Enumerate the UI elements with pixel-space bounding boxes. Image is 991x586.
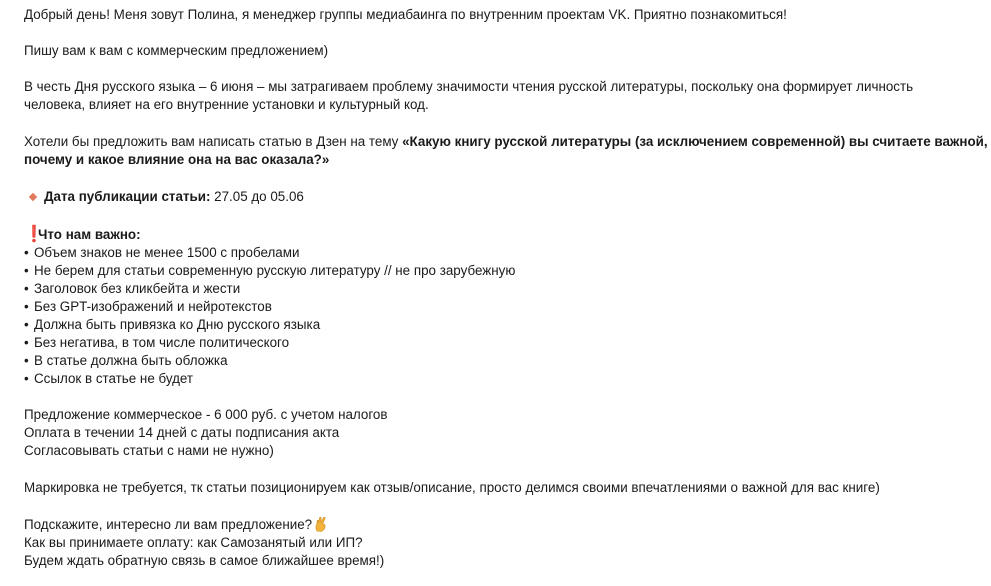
crossed-fingers-icon — [314, 516, 328, 532]
closing-payment-question: Как вы принимаете оплату: как Самозанятый или ИП? — [24, 535, 363, 550]
list-item: • Ссылок в статье не будет — [24, 371, 194, 386]
context-line-2: человека, влияет на его внутренние установки и культурный код. — [24, 97, 429, 112]
proposal-line-2 — [24, 151, 329, 169]
closing-question: Подскажите, интересно ли вам предложение? — [24, 516, 328, 534]
publication-value: 27.05 до 05.06 — [210, 189, 304, 204]
list-item: • Без GPT-изображений и нейротекстов — [24, 299, 272, 314]
context-line-1: В честь Дня русского языка – 6 июня – мы затрагиваем проблему значимости чтения русской литературы, поскольку она формирует личность — [24, 79, 914, 94]
intro-text: Пишу вам к вам с коммерческим предложением) — [24, 43, 329, 58]
terms-payment: Оплата в течении 14 дней с даты подписания акта — [24, 425, 340, 440]
list-item: • Должна быть привязка ко Дню русского языка — [24, 317, 321, 332]
greeting-text: Добрый день! Меня зовут Полина, я менеджер группы медиабаинга по внутренним проектам VK. Приятно познакомиться! — [24, 7, 787, 22]
publication-date-row — [24, 188, 304, 206]
publication-label: Дата публикации статьи: — [44, 189, 211, 204]
important-heading-row — [24, 226, 141, 244]
closing-feedback: Будем ждать обратную связь в самое ближайшее время!) — [24, 553, 385, 568]
red-exclamation-icon: ❗ — [24, 226, 44, 243]
important-heading: Что нам важно: — [38, 227, 141, 242]
list-item: • Заголовок без кликбейта и жести — [24, 281, 241, 296]
proposal-prefix: Хотели бы предложить вам написать статью в Дзен на тему — [24, 134, 403, 149]
list-item: • Без негатива, в том числе политического — [24, 335, 290, 350]
orange-diamond-icon — [29, 193, 37, 201]
terms-approval: Согласовывать статьи с нами не нужно) — [24, 443, 274, 458]
proposal-line-1 — [24, 133, 988, 151]
list-item: • Не берем для статьи современную русскую литературу // не про зарубежную — [24, 263, 516, 278]
proposal-topic-line-1: «Какую книгу русской литературы (за исключением современной) вы считаете важной, — [402, 134, 988, 149]
terms-price: Предложение коммерческое - 6 000 руб. с учетом налогов — [24, 407, 388, 422]
list-item: • Объем знаков не менее 1500 с пробелами — [24, 245, 300, 260]
proposal-topic-line-2: почему и какое влияние она на вас оказала?» — [24, 152, 330, 167]
list-item: • В статье должна быть обложка — [24, 353, 228, 368]
marking-note: Маркировка не требуется, тк статьи позиционируем как отзыв/описание, просто делимся своими впечатлениями о важной для вас книге) — [24, 480, 880, 495]
